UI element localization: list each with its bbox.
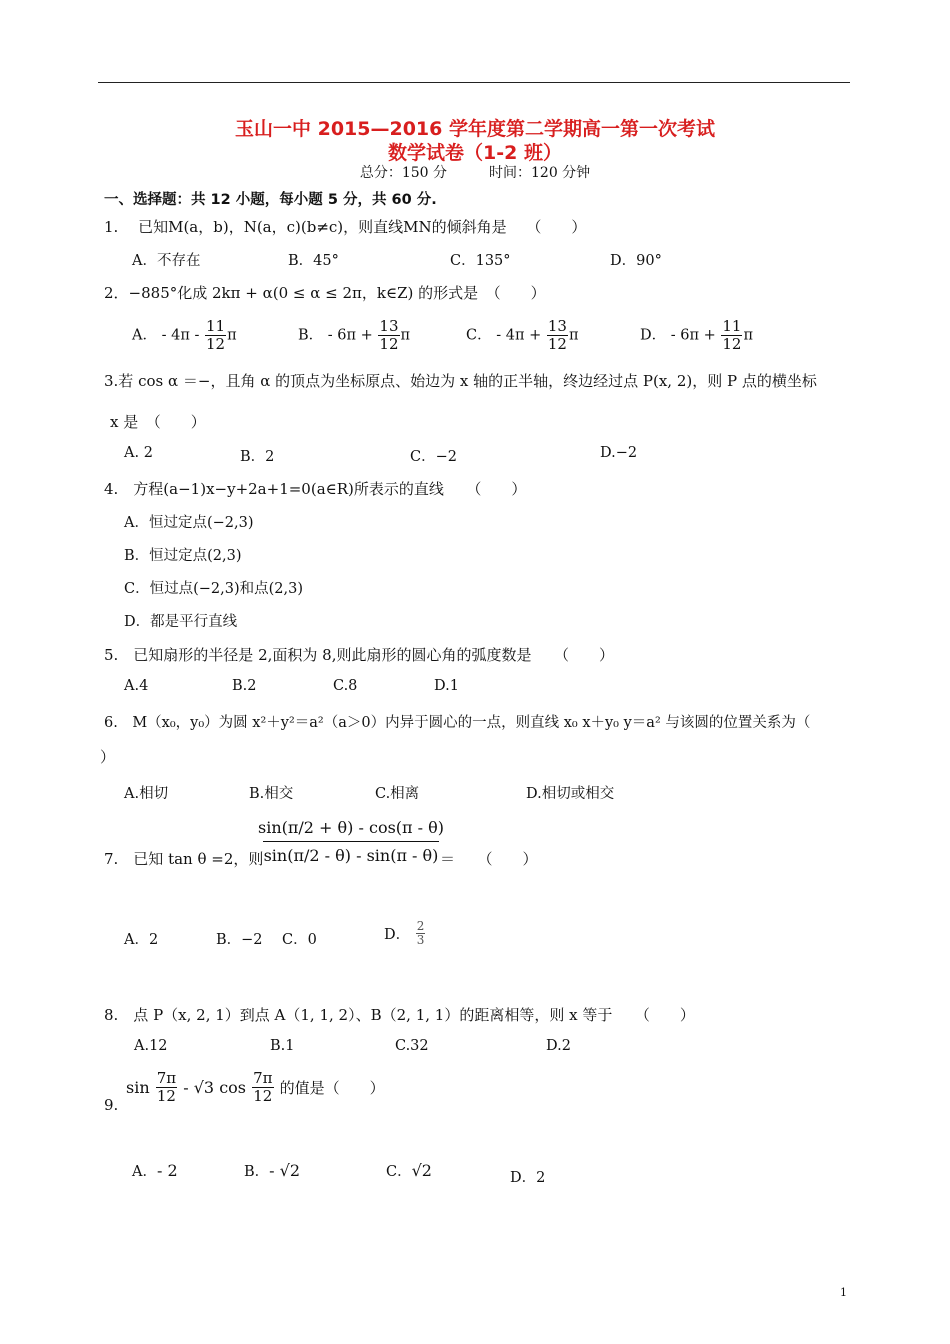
- q8-option-d: D.2: [546, 1038, 571, 1054]
- exam-title: 玉山一中 2015—2016 学年度第二学期高一第一次考试: [235, 118, 715, 140]
- q2-option-d: D． - 6π + $\frac{11}{12}$ π: [640, 317, 754, 353]
- question-6-cont: ）: [100, 748, 116, 766]
- question-3: 3.若 cos α ＝−，且角 α 的顶点为坐标原点、始边为 x 轴的正半轴，终边经过点 P(x, 2)，则 P 点的横坐标: [104, 372, 817, 390]
- question-8: 8. 点 P（x, 2, 1）到点 A（1, 1, 2）、B（2, 1, 1）的距离相等，则 x 等于 （ ）: [104, 1006, 695, 1024]
- q3-option-b: B．2: [240, 449, 275, 465]
- q8-option-a: A.12: [134, 1038, 168, 1054]
- q7-option-b: B．−2: [216, 932, 263, 948]
- q1-option-a: A．不存在: [132, 253, 201, 269]
- q7-option-c: C．0: [282, 932, 317, 948]
- q9-expression: sin $\frac{7\pi}{12}$ - √3 cos $\frac{7\pi}{12}$ 的值是（ ）: [126, 1069, 385, 1105]
- q5-option-a: A.4: [124, 678, 149, 694]
- header-rule: [98, 82, 850, 83]
- page-number: 1: [840, 1286, 847, 1299]
- q2-option-c: C． - 4π + $\frac{13}{12}$ π: [466, 317, 579, 353]
- question-5: 5. 已知扇形的半径是 2,面积为 8,则此扇形的圆心角的弧度数是 （ ）: [104, 646, 614, 664]
- q8-option-b: B.1: [270, 1038, 295, 1054]
- question-7-post: ＝ （ ）: [440, 850, 538, 868]
- q6-option-a: A.相切: [124, 786, 169, 802]
- q1-option-b: B．45°: [288, 253, 339, 269]
- section-heading: 一、选择题：共 12 小题，每小题 5 分，共 60 分.: [104, 192, 437, 208]
- exam-meta: 总分：150 分 时间：120 分钟: [359, 165, 591, 181]
- q7-option-d: D． $\frac{2}{3}$: [384, 919, 425, 947]
- question-6: 6. M（x₀，y₀）为圆 x²＋y²＝a²（a＞0）内异于圆心的一点，则直线 x₀ x＋y₀ y＝a² 与该圆的位置关系为（: [104, 715, 811, 731]
- q4-option-c: C．恒过点(−2,3)和点(2,3): [124, 581, 303, 597]
- question-3-cont: x 是 （ ）: [110, 413, 206, 431]
- q9-option-c: C．√2: [386, 1161, 432, 1180]
- q3-option-c: C．−2: [410, 449, 457, 465]
- q5-option-b: B.2: [232, 678, 257, 694]
- q4-option-d: D．都是平行直线: [124, 614, 238, 630]
- q5-option-d: D.1: [434, 678, 459, 694]
- question-4: 4. 方程(a−1)x−y+2a+1=0(a∈R)所表示的直线 （ ）: [104, 480, 527, 498]
- q9-option-a: A．- 2: [132, 1161, 178, 1180]
- q3-option-a: A. 2: [124, 445, 153, 461]
- q7-numerator: sin(π/2 + θ) - cos(π - θ): [258, 818, 445, 837]
- q1-option-d: D．90°: [610, 253, 662, 269]
- q1-option-c: C．135°: [450, 253, 511, 269]
- q7-fraction-bar: [263, 841, 439, 842]
- q8-option-c: C.32: [395, 1038, 429, 1054]
- question-2: 2．−885°化成 2kπ + α(0 ≤ α ≤ 2π，k∈Z) 的形式是 （ ）: [104, 284, 546, 302]
- exam-subtitle: 数学试卷（1-2 班）: [388, 142, 562, 164]
- q4-option-b: B．恒过定点(2,3): [124, 548, 242, 564]
- q5-option-c: C.8: [333, 678, 358, 694]
- q3-option-d: D.−2: [600, 445, 638, 461]
- q6-option-b: B.相交: [249, 786, 294, 802]
- question-9-label: 9.: [104, 1096, 119, 1114]
- q7-big-fraction: [258, 818, 444, 865]
- q2-option-a: A． - 4π - $\frac{11}{12}$ π: [132, 317, 237, 353]
- question-1: 1. 已知M(a，b)，N(a，c)(b≠c)，则直线MN的倾斜角是 （ ）: [104, 218, 587, 236]
- q7-option-a: A．2: [124, 932, 159, 948]
- q7-denominator: sin(π/2 - θ) - sin(π - θ): [263, 846, 439, 865]
- q4-option-a: A．恒过定点(−2,3): [124, 515, 254, 531]
- q6-option-c: C.相离: [375, 786, 420, 802]
- q6-option-d: D.相切或相交: [526, 786, 615, 802]
- q2-option-b: B． - 6π + $\frac{13}{12}$ π: [298, 317, 411, 353]
- q9-option-d: D．2: [510, 1170, 546, 1186]
- question-7-pre: 7. 已知 tan θ =2，则: [104, 850, 264, 868]
- q9-option-b: B．- √2: [244, 1161, 301, 1180]
